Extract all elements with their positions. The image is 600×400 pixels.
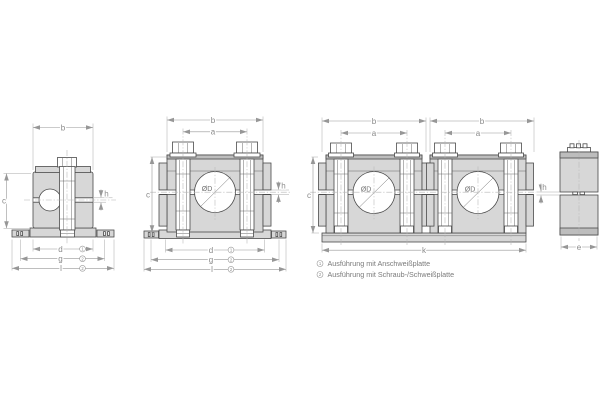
side-lug: [159, 195, 167, 227]
weld-pad-right: [272, 231, 287, 238]
side-lug: [319, 163, 327, 190]
side-lug: [526, 195, 534, 227]
svg-text:1: 1: [81, 246, 84, 252]
dim-label-c: c: [2, 196, 6, 206]
dim-label-b: b: [479, 116, 485, 126]
view-single-clamp-front: [144, 116, 291, 274]
dim-label-b: b: [371, 116, 377, 126]
side-lug: [427, 163, 435, 190]
dim-label-h: h: [281, 181, 286, 191]
side-lug: [319, 195, 327, 227]
dim-label-a: a: [475, 128, 481, 138]
side-lug: [263, 195, 271, 227]
dim-label-h: h: [542, 183, 547, 192]
legend-text-2: Ausführung mit Schraub-/Schweißplatte: [327, 270, 455, 279]
clamp-side-geometry: [12, 150, 116, 244]
dim-label-g: g: [208, 255, 214, 265]
side-lug: [159, 163, 167, 190]
dim-label-k: k: [422, 246, 426, 255]
bore-diameter-label: ØD: [201, 186, 213, 193]
view-double-clamp-side: [537, 140, 599, 252]
clamp-front-geometry: [144, 129, 291, 245]
svg-text:2: 2: [229, 257, 233, 263]
dim-label-l: l: [211, 265, 213, 274]
dim-label-b: b: [210, 115, 216, 125]
gap-tab: [573, 192, 578, 195]
dim-label-a: a: [371, 128, 377, 138]
svg-text:2: 2: [318, 272, 322, 278]
svg-text:2: 2: [229, 266, 233, 272]
dim-label-a: a: [210, 127, 216, 137]
dim-label-l: l: [60, 264, 62, 273]
view-single-clamp-side: [2, 123, 116, 273]
bore-diameter-label: ØD: [360, 186, 372, 194]
dim-label-c: c: [307, 191, 311, 200]
svg-text:1: 1: [229, 247, 233, 253]
side-lug: [427, 195, 435, 227]
svg-text:1: 1: [318, 261, 322, 267]
stacked-clamp-geometry: [560, 140, 598, 241]
base-plate: [322, 233, 526, 242]
dim-label-g: g: [58, 254, 63, 264]
dim-label-e: e: [576, 242, 582, 252]
dim-label-b: b: [60, 123, 66, 133]
dim-label-d: d: [58, 244, 63, 254]
dim-label-h: h: [104, 189, 109, 199]
dim-label-c: c: [146, 190, 150, 200]
gap-tab: [580, 192, 585, 195]
legend-item-2: [317, 270, 454, 279]
legend-text-1: Ausführung mit Anschweißplatte: [327, 259, 431, 268]
svg-text:2: 2: [81, 265, 84, 271]
legend-item-1: [317, 259, 430, 268]
side-lug: [263, 163, 271, 190]
double-clamp-geometry: [310, 130, 536, 246]
side-lug: [526, 163, 534, 190]
legend: [317, 259, 454, 279]
bore-diameter-label: ØD: [464, 186, 476, 194]
dim-label-d: d: [208, 245, 214, 255]
view-double-clamp-front: [307, 117, 536, 255]
svg-text:2: 2: [81, 256, 84, 262]
